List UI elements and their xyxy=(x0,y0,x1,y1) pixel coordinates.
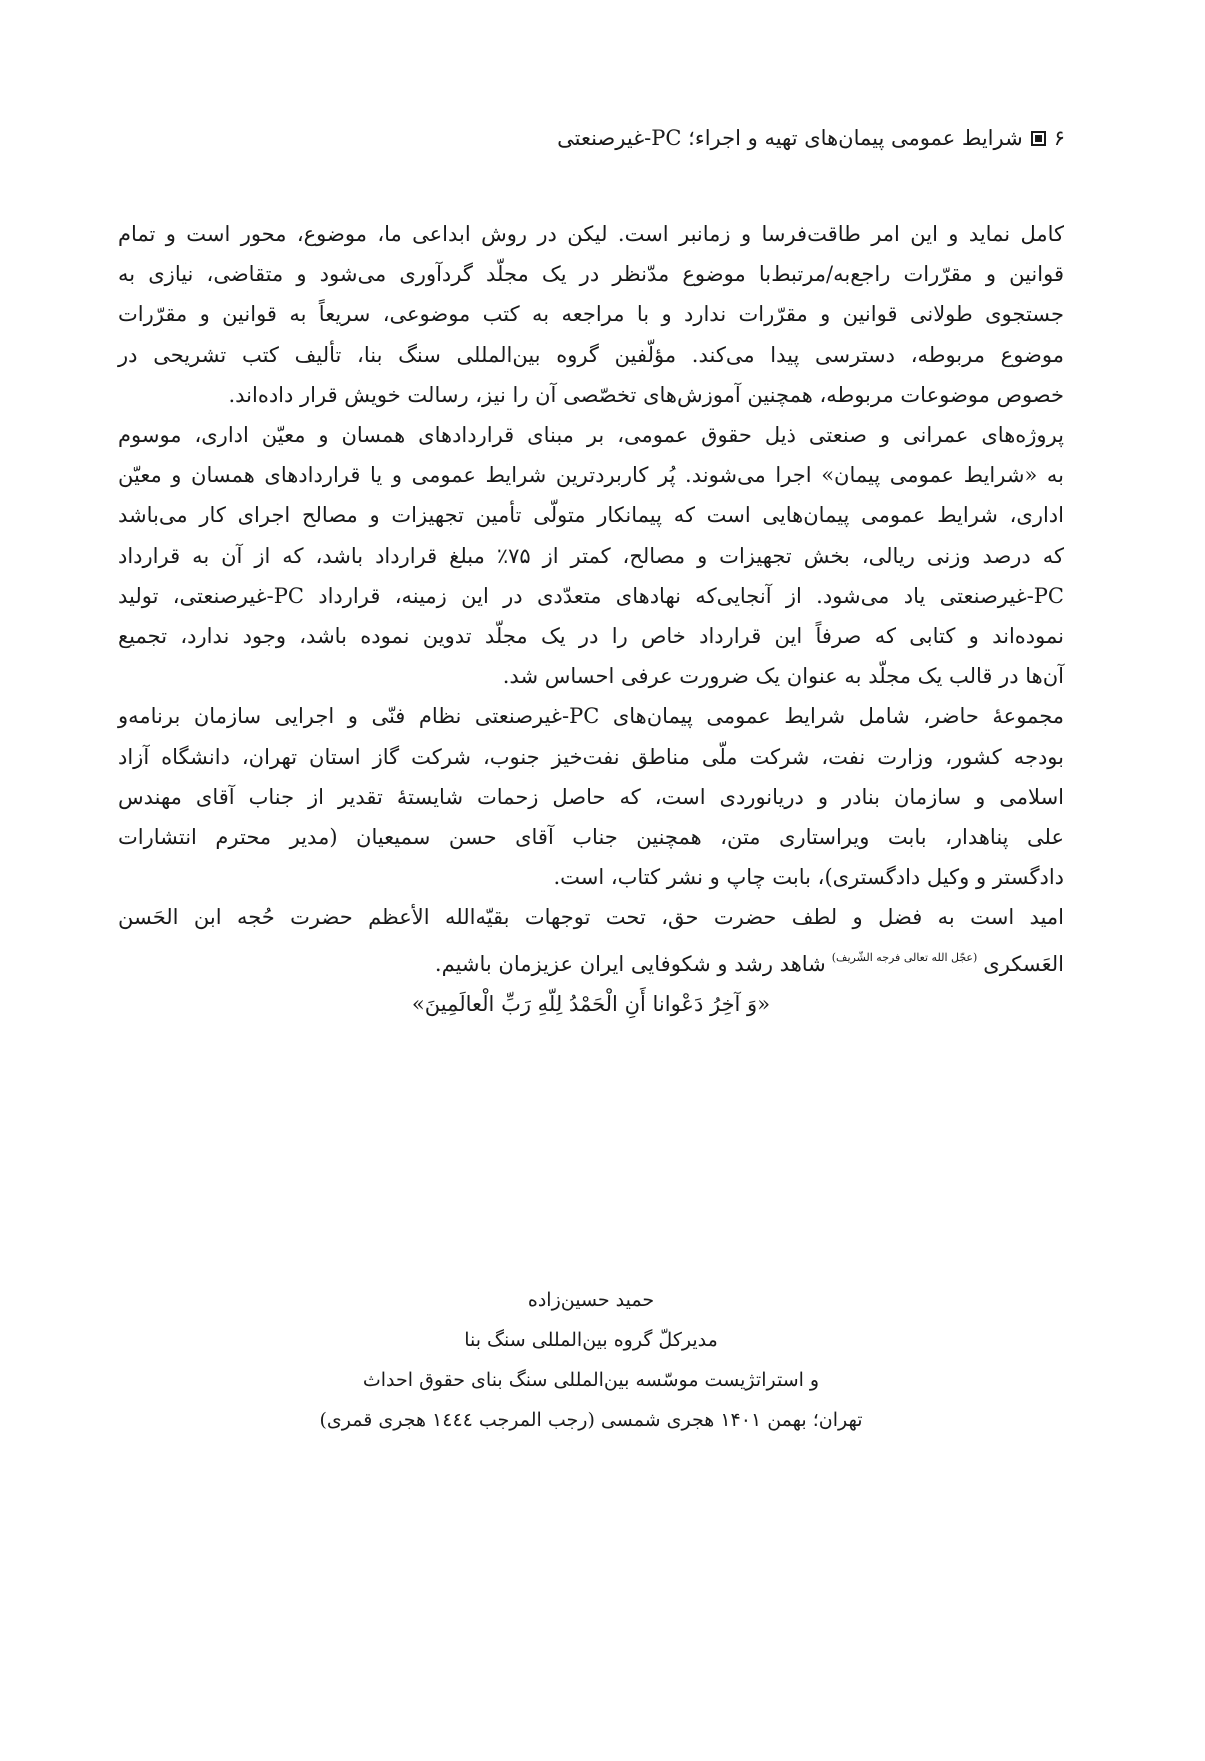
paragraph-4 xyxy=(118,897,1064,1024)
text-line: خصوص موضوعات مربوطه، همچنین آموزش‌های تخصّصی آن را نیز، رسالت خویش قرار داده‌اند. xyxy=(228,382,1064,407)
text-line: که درصد وزنی ریالی، بخش تجهیزات و مصالح، کمتر از ۷۵٪ مبلغ قرارداد باشد، که از آن به قرارداد xyxy=(118,543,1064,568)
signature-block xyxy=(118,1280,1064,1440)
text-line: PC-غیرصنعتی یاد می‌شود. از آنجایی‌که نهادهای متعدّدی در این زمینه، قرارداد PC-غیرصنعتی، تولید xyxy=(118,583,1064,608)
text-line: کامل نماید و این امر طاقت‌فرسا و زمانبر است. لیکن در روش ابداعی ما، موضوع، محور است و تمام xyxy=(118,222,1064,246)
text-line: اسلامی و سازمان بنادر و دریانوردی است، که حاصل زحمات شایستهٔ تقدیر از جناب آقای مهندس xyxy=(118,784,1064,809)
text-line: دادگستر و وکیل دادگستری)، بابت چاپ و نشر کتاب، است. xyxy=(553,865,1064,890)
text-line xyxy=(118,938,1064,984)
text-line: جستجوی طولانی قوانین و مقرّرات ندارد و با مراجعه به کتب موضوعی، سریعاً به قوانین و مقرّرات xyxy=(118,302,1064,327)
text-line: اداری، شرایط عمومی پیمان‌هایی است که پیمانکار متولّی تأمین تجهیزات و مصالح اجرای کار می‌باشد xyxy=(118,503,1064,528)
body-text xyxy=(118,214,1064,1024)
verse-quote: «وَ آخِرُ دَعْوانا أَنِ الْحَمْدُ لِلّهِ رَبِّ الْعالَمِینَ» xyxy=(411,991,771,1016)
text-line: موضوع مربوطه، دسترسی پیدا می‌کند. مؤلّفین گروه بین‌المللی سنگ بنا، تألیف کتب تشریحی در xyxy=(118,342,1064,367)
paragraph-1 xyxy=(118,214,1064,415)
text-line: پروژه‌های عمرانی و صنعتی ذیل حقوق عمومی، بر مبنای قراردادهای همسان و معیّن اداری، موسوم xyxy=(118,423,1064,448)
signature-role-2: و استراتژیست موسّسه بین‌المللی سنگ بنای حقوق احداث xyxy=(362,1369,820,1391)
text-line: مجموعهٔ حاضر، شامل شرایط عمومی پیمان‌های PC-غیرصنعتی نظام فنّی و اجرایی سازمان برنامه‌و xyxy=(118,704,1064,729)
text-line: علی پناهدار، بابت ویراستاری متن، همچنین جناب آقای حسن سمیعیان (مدیر محترم انتشارات xyxy=(118,825,1064,850)
name-al-askari: العَسکری xyxy=(983,951,1064,976)
running-header xyxy=(480,120,1065,156)
page-number: ۶ xyxy=(1053,126,1065,150)
signature-date: تهران؛ بهمن ۱۴۰۱ هجری شمسی (رجب المرجب ۱٤٤٤ هجری قمری) xyxy=(319,1409,863,1431)
signature-name: حمید حسین‌زاده xyxy=(527,1289,655,1311)
text-line: قوانین و مقرّرات راجع‌به/مرتبط‌با موضوع مدّنظر در یک مجلّد گردآوری می‌شود و متقاضی، نیازی به xyxy=(118,262,1064,287)
text-line: به «شرایط عمومی پیمان» اجرا می‌شوند. پُر کاربردترین شرایط عمومی و یا قراردادهای همسان و معیّن xyxy=(118,463,1064,488)
text-line: بودجه کشور، وزارت نفت، شرکت ملّی مناطق نفت‌خیز جنوب، شرکت گاز استان تهران، دانشگاه آزاد xyxy=(118,744,1064,769)
text-line: امید است به فضل و لطف حضرت حق، تحت توجهات بقیّه‌الله الأعظم حضرت حُجه ابن الحَسن xyxy=(118,905,1064,930)
honorific-superscript: (عجّل الله تعالی فرجه الشّریف) xyxy=(831,950,978,964)
closing-wish: شاهد رشد و شکوفایی ایران عزیزمان باشیم. xyxy=(434,951,826,976)
text-line: آن‌ها در قالب یک مجلّد به عنوان یک ضرورت عرفی احساس شد. xyxy=(502,664,1064,689)
text-line: نموده‌اند و کتابی که صرفاً این قرارداد خاص را در یک مجلّد تدوین نموده باشد، وجود ندارد، تجمیع xyxy=(118,624,1064,649)
signature-role-1: مدیرکلّ گروه بین‌المللی سنگ بنا xyxy=(464,1329,718,1351)
header-title: شرایط عمومی پیمان‌های تهیه و اجراء؛ PC-غیرصنعتی xyxy=(557,126,1023,150)
filled-square-icon xyxy=(1031,131,1046,146)
paragraph-3 xyxy=(118,696,1064,897)
paragraph-2 xyxy=(118,415,1064,696)
